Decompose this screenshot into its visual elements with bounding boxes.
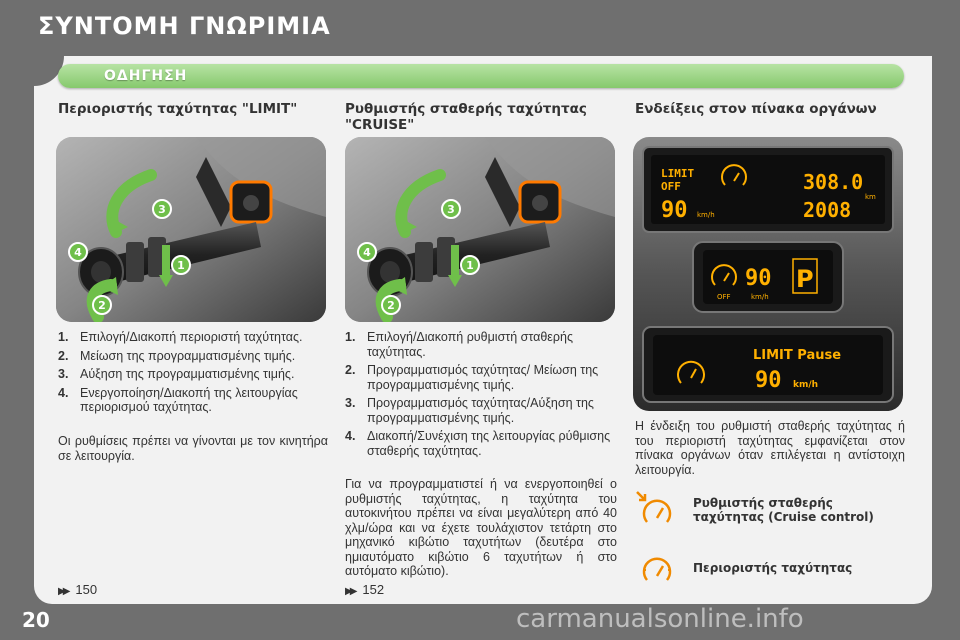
callout-1: 1 [466, 259, 474, 272]
steering-stalk-illustration [345, 137, 615, 322]
list-item: 2. Μείωση της προγραμματισμένης τιμής. [58, 348, 296, 363]
callout-2: 2 [387, 299, 395, 312]
fast-forward-icon: ▶▶ [58, 586, 68, 597]
limiter-title: Περιοριστής ταχύτητας "LIMIT" [58, 101, 298, 117]
list-item: 4. Ενεργοποίηση/Διακοπή της λειτουργίας περιορισμού ταχύτητας. [58, 385, 298, 414]
cruise-page-ref[interactable]: ▶▶ 152 [345, 582, 385, 597]
callout-3: 3 [447, 203, 455, 216]
watermark: carmanualsonline.info [516, 604, 804, 634]
steering-stalk-illustration [56, 137, 326, 322]
cruise-control-photo [345, 137, 615, 322]
instrument-panel-photo [633, 137, 903, 411]
limiter-page-ref[interactable]: ▶▶ 150 [58, 582, 98, 597]
instrument-displays [633, 137, 903, 411]
odo-unit: km [865, 193, 876, 201]
off-text: OFF [661, 180, 681, 193]
page-heading: ΣΥΝΤΟΜΗ ΓΝΩΡΙΜΙΑ [38, 12, 331, 40]
callout-4: 4 [363, 246, 371, 259]
speed-unit: km/h [793, 380, 819, 390]
trip-odometer: 308.0 [803, 170, 864, 194]
list-item: 3. Αύξηση της προγραμματισμένης τιμής. [58, 367, 295, 381]
cruise-steps [345, 330, 617, 462]
page-number: 20 [22, 608, 50, 632]
limit-text: LIMIT [661, 167, 695, 180]
speed-value: 90 [661, 198, 688, 223]
callout-4: 4 [74, 246, 82, 259]
callout-2: 2 [98, 299, 106, 312]
callout-1: 1 [177, 259, 185, 272]
cruise-control-icon [635, 490, 679, 530]
cruise-note: Για να προγραμματιστεί ή να ενεργοποιηθεί ο ρυθμιστής ταχύτητας, η ταχύτητα του αυτοκινήτου πρέπει να είναι μεγαλύτερη από 40 χλμ/ώρα και να έχετε τουλάχιστον τετάρτη στο μηχανικό κιβώτιο ταχυτήτων (δευτέρα στο ημιαυτόματο κιβώτιο 6 ταχυτήτων ή στο αυτόματο κιβώτιο). [345, 477, 617, 578]
list-item: 4. Διακοπή/Συνέχιση της λειτουργίας ρύθμισης σταθερής ταχύτητας. [345, 429, 611, 458]
speed-unit: km/h [751, 293, 769, 301]
list-item: 2. Προγραμματισμός ταχύτητας/ Μείωση της προγραμματισμένης τιμής. [345, 363, 599, 392]
list-item: 1. Επιλογή/Διακοπή ρυθμιστή σταθερής ταχύτητας. [345, 330, 573, 359]
legend-speed-limiter: Περιοριστής ταχύτητας [635, 548, 852, 588]
list-item: 3. Προγραμματισμός ταχύτητας/Αύξηση της προγραμματισμένης τιμής. [345, 396, 594, 425]
limiter-control-photo [56, 137, 326, 322]
fast-forward-icon: ▶▶ [345, 586, 355, 597]
cruise-title: Ρυθμιστής σταθερής ταχύτητας "CRUISE" [345, 101, 587, 133]
limiter-note: Οι ρυθμίσεις πρέπει να γίνονται με τον κινητήρα σε λειτουργία. [58, 434, 328, 463]
legend-cruise-control: Ρυθμιστής σταθερής ταχύτητας (Cruise control) [635, 490, 874, 530]
list-item: 1. Επιλογή/Διακοπή περιοριστή ταχύτητας. [58, 330, 303, 344]
speed-unit: km/h [697, 211, 715, 219]
speed-value: 90 [755, 368, 782, 393]
limit-pause-text: LIMIT Pause [753, 348, 842, 363]
off-status: OFF [717, 293, 731, 301]
dashboard-title: Ενδείξεις στον πίνακα οργάνων [635, 101, 877, 117]
speed-value: 90 [745, 266, 772, 291]
limiter-steps [58, 330, 330, 419]
callout-3: 3 [158, 203, 166, 216]
section-label: ΟΔΗΓΗΣΗ [104, 68, 188, 84]
gear-mode: P [796, 265, 814, 293]
total-odometer: 2008 [803, 198, 852, 222]
dashboard-note: Η ένδειξη του ρυθμιστή σταθερής ταχύτητας ή του περιοριστή ταχύτητας εμφανίζεται στον πίνακα οργάνων όταν επιλέγεται η αντίστοιχη λειτουργία. [635, 419, 905, 477]
speed-limiter-icon [635, 548, 679, 588]
